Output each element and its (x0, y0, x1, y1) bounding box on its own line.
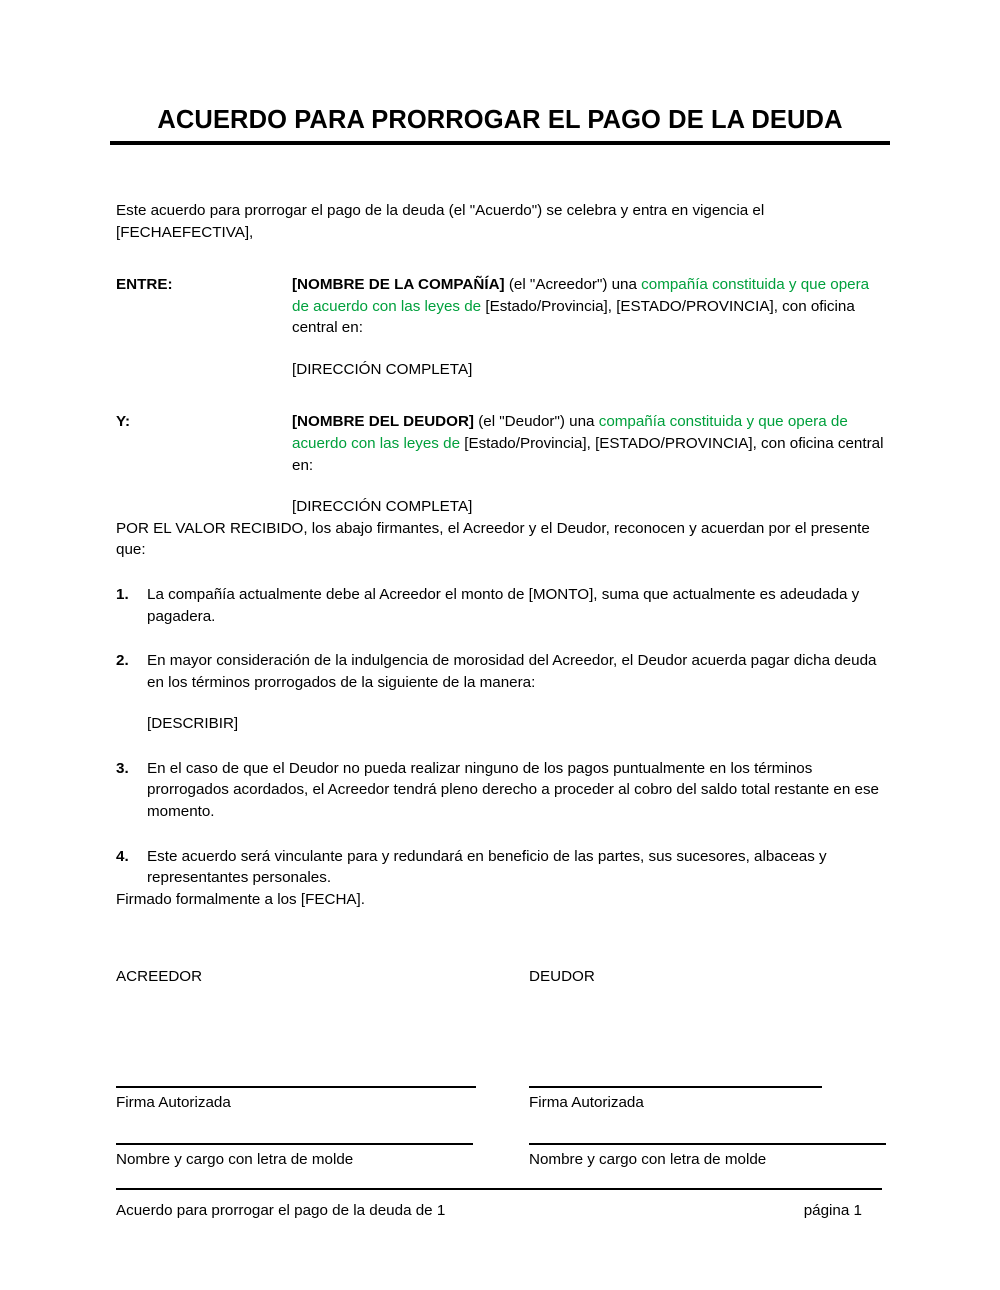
party-debtor-address: [DIRECCIÓN COMPLETA] (292, 498, 473, 516)
clause-number-2: 2. (116, 652, 129, 670)
party-debtor-tail: [Estado/Provincia], [ESTADO/PROVINCIA], con oficina central en: (292, 435, 884, 474)
party-debtor-body (292, 411, 884, 517)
party-creditor-role: (el "Acreedor") una (504, 276, 642, 294)
signature-heading-debtor: DEUDOR (529, 968, 595, 985)
clause-item-3 (116, 758, 884, 823)
clause-item-4 (116, 846, 884, 889)
signature-headings (116, 968, 886, 988)
signature-line-debtor (529, 1086, 822, 1088)
title-divider (110, 141, 890, 145)
footer-divider (116, 1188, 882, 1190)
party-creditor (116, 274, 884, 380)
page-title: ACUERDO PARA PRORROGAR EL PAGO DE LA DEUDA (157, 106, 843, 134)
party-debtor-role: (el "Deudor") una (473, 413, 599, 431)
party-debtor-name: [NOMBRE DEL DEUDOR] (292, 413, 474, 431)
describe-placeholder: [DESCRIBIR] (147, 715, 239, 733)
footer-content (116, 1200, 882, 1222)
signed-statement: Firmado formalmente a los [FECHA]. (116, 890, 365, 908)
clause-number-1: 1. (116, 585, 129, 603)
clause-item-2 (116, 650, 884, 693)
party-debtor (116, 411, 884, 517)
document-body (116, 200, 884, 910)
printed-name-line-creditor (116, 1143, 473, 1145)
clause-list (116, 584, 884, 693)
party-debtor-label: Y: (116, 413, 131, 431)
party-creditor-address: [DIRECCIÓN COMPLETA] (292, 360, 473, 378)
party-creditor-label: ENTRE: (116, 276, 173, 294)
printed-name-caption-debtor: Nombre y cargo con letra de molde (529, 1151, 767, 1168)
party-creditor-green-clause: compañía constituida y que opera de acuerdo con las leyes de (292, 276, 870, 315)
printed-name-line-debtor (529, 1143, 886, 1145)
party-debtor-green-clause: compañía constituida y que opera de acuerdo con las leyes de (292, 413, 848, 453)
clause-number-3: 3. (116, 759, 129, 777)
party-creditor-tail: [Estado/Provincia], [ESTADO/PROVINCIA], con oficina central en: (292, 297, 855, 337)
signature-caption-debtor: Firma Autorizada (529, 1094, 644, 1111)
intro-paragraph: Este acuerdo para prorrogar el pago de la deuda (el "Acuerdo") se celebra y entra en vigencia el [FECHAEFECTIVA], (116, 202, 765, 241)
party-creditor-name: [NOMBRE DE LA COMPAÑÍA] (292, 276, 505, 294)
signature-heading-creditor: ACREEDOR (116, 968, 203, 985)
printed-name-caption-creditor: Nombre y cargo con letra de molde (116, 1151, 354, 1168)
party-debtor-description (292, 411, 884, 476)
clause-text-3: En el caso de que el Deudor no pueda realizar ninguno de los pagos puntualmente en los términos prorrogados acordados, el Acreedor tendrá pleno derecho a proceder al cobro del saldo total restante en ese momento. (147, 759, 880, 820)
signature-rows (116, 988, 886, 1178)
page-footer (116, 1188, 882, 1222)
clause-text-2: En mayor consideración de la indulgencia de morosidad del Acreedor, el Deudor acuerda pagar dicha deuda en los términos prorrogados de la siguiente de la manera: (147, 652, 877, 691)
party-creditor-description (292, 274, 884, 339)
footer-page-number: página 1 (803, 1202, 862, 1219)
clause-item-1 (116, 584, 884, 627)
clause-number-4: 4. (116, 847, 129, 865)
clause-text-1: La compañía actualmente debe al Acreedor el monto de [MONTO], suma que actualmente es adeudada y pagadera. (147, 585, 860, 625)
title-block (110, 106, 890, 145)
clause-text-4: Este acuerdo será vinculante para y redundará en beneficio de las partes, sus sucesores, albaceas y representantes personales. (147, 847, 827, 887)
party-creditor-body (292, 274, 884, 380)
footer-document-name: Acuerdo para prorrogar el pago de la deuda de 1 (116, 1202, 446, 1219)
signature-line-creditor (116, 1086, 476, 1088)
recital-paragraph: POR EL VALOR RECIBIDO, los abajo firmantes, el Acreedor y el Deudor, reconocen y acuerdan por el presente que: (116, 519, 870, 559)
signature-block (116, 968, 886, 1178)
clause-list-continued (116, 758, 884, 889)
signature-caption-creditor: Firma Autorizada (116, 1094, 231, 1111)
